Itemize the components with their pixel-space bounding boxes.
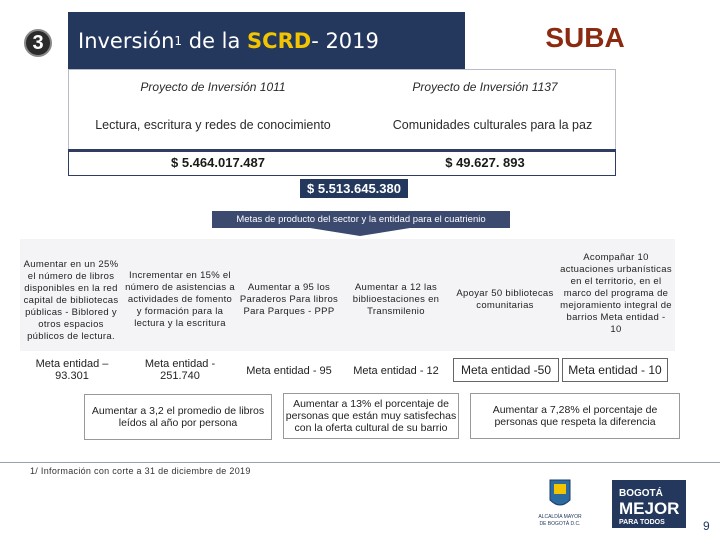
metas-title: Metas de producto del sector y la entidad para el cuatrienio bbox=[212, 211, 510, 228]
footer-divider bbox=[0, 462, 720, 463]
title-superscript: 1 bbox=[174, 33, 183, 48]
meta-1: Meta entidad – 93.301 bbox=[35, 358, 109, 382]
city-hall-line1: ALCALDÍA MAYOR bbox=[538, 514, 582, 520]
brand-top: BOGOTÁ bbox=[619, 488, 663, 499]
goal-1: Aumentar en un 25% el número de libros disponibles en la red capital de bibliotecas públicas - Biblored y otros espacios públicos de lectura. bbox=[23, 259, 119, 342]
step-number-badge: 3 bbox=[24, 29, 52, 57]
project-2-amount: $ 49.627. 893 bbox=[445, 155, 525, 170]
brand-sub: PARA TODOS bbox=[619, 519, 665, 526]
total-amount: $ 5.513.645.380 bbox=[300, 179, 408, 198]
city-hall-line2: DE BOGOTÁ D.C. bbox=[539, 521, 581, 527]
locality-label: SUBA bbox=[545, 22, 625, 53]
title-prefix: Inversión bbox=[78, 28, 175, 53]
page-number: 9 bbox=[703, 519, 710, 533]
indicator-3: Aumentar a 7,28% el porcentaje de personas que respeta la diferencia bbox=[470, 393, 680, 439]
project-1-amount: $ 5.464.017.487 bbox=[171, 155, 265, 170]
goal-2: Incrementar en 15% el número de asistencias a actividades de fomento y formación para la lectura y la escritura bbox=[125, 270, 235, 329]
meta-6: Meta entidad - 10 bbox=[562, 358, 668, 382]
goal-3: Aumentar a 95 los Paraderos Para libros Para Parques - PPP bbox=[239, 282, 339, 317]
goal-5: Apoyar 50 bibliotecas comunitarias bbox=[456, 288, 554, 311]
project-1-name: Proyecto de Inversión 1011 bbox=[140, 80, 286, 94]
meta-3: Meta entidad - 95 bbox=[246, 365, 332, 377]
title-middle: de la bbox=[182, 28, 248, 53]
brand-main: MEJOR bbox=[619, 499, 680, 518]
project-2-name: Proyecto de Inversión 1137 bbox=[412, 80, 558, 94]
title-suffix: - 2019 bbox=[311, 28, 379, 53]
goal-4: Aumentar a 12 las biblioestaciones en Transmilenio bbox=[352, 282, 440, 317]
project-2-description: Comunidades culturales para la paz bbox=[392, 118, 593, 132]
logos bbox=[538, 478, 694, 530]
meta-4: Meta entidad - 12 bbox=[353, 365, 439, 377]
page-title bbox=[68, 12, 465, 69]
bogota-logos bbox=[538, 478, 694, 530]
indicator-1: Aumentar a 3,2 el promedio de libros leídos al año por persona bbox=[84, 394, 272, 440]
goal-6: Acompañar 10 actuaciones urbanísticas en el territorio, en el marco del programa de mejoramiento integral de barrios Meta entidad - 10 bbox=[560, 252, 672, 335]
footnote: 1/ Información con corte a 31 de diciembre de 2019 bbox=[30, 466, 251, 476]
indicator-2: Aumentar a 13% el porcentaje de personas que están muy satisfechas con la oferta cultural de su barrio bbox=[283, 393, 459, 439]
meta-5: Meta entidad -50 bbox=[453, 358, 559, 382]
down-arrow-icon bbox=[310, 228, 410, 236]
coat-of-arms-icon bbox=[550, 480, 570, 505]
meta-2: Meta entidad - 251.740 bbox=[144, 358, 216, 382]
title-highlight: SCRD bbox=[247, 28, 312, 53]
project-1-description: Lectura, escritura y redes de conocimiento bbox=[95, 118, 331, 132]
